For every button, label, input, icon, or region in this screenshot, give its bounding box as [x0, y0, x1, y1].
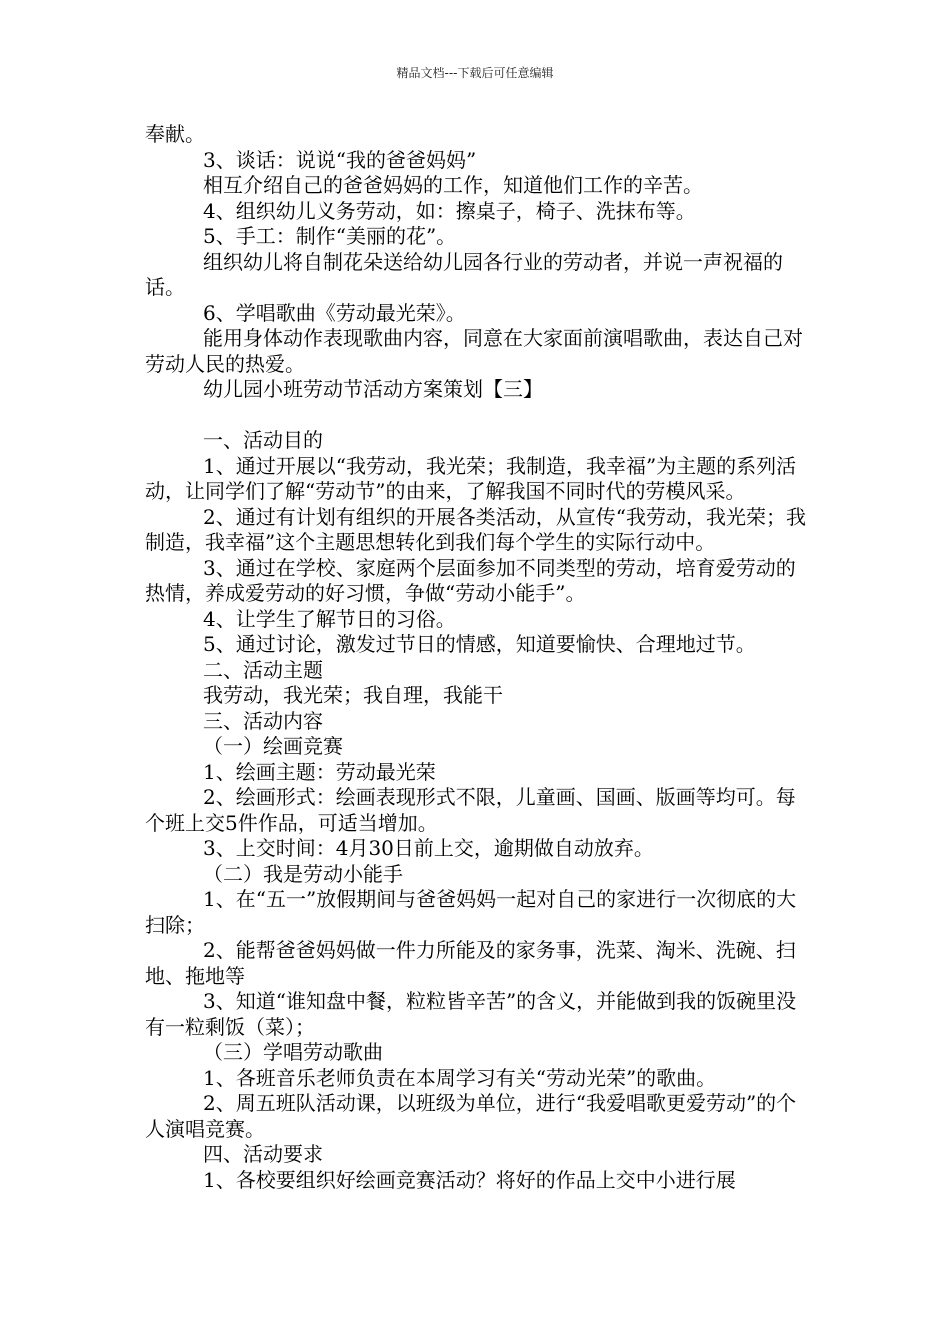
paragraph: 4、组织幼儿义务劳动，如：擦桌子，椅子、洗抹布等。 — [203, 198, 696, 223]
heading: 一、活动目的 — [203, 428, 323, 452]
heading: 二、活动主题 — [203, 657, 323, 682]
subheading: （一）绘画竞赛 — [203, 734, 343, 758]
paragraph: 3、知道“谁知盘中餐，粒粒皆辛苦”的含义，并能做到我的饭碗里没有一粒剩饭（菜）； — [145, 989, 797, 1039]
paragraph: 5、手工：制作“美丽的花”。 — [203, 224, 457, 248]
paragraph: 1、在“五一”放假期间与爸爸妈妈一起对自己的家进行一次彻底的大扫除； — [145, 887, 797, 937]
paragraph: 4、让学生了解节日的习俗。 — [203, 606, 456, 631]
paragraph: 1、通过开展以“我劳动，我光荣；我制造，我幸福”为主题的系列活动，让同学们了解“劳动节”的由来，了解我国不同时代的劳模风采。 — [145, 453, 797, 503]
paragraph: 1、各班音乐老师负责在本周学习有关“劳动光荣”的歌曲。 — [203, 1065, 717, 1090]
section-title: 幼儿园小班劳动节活动方案策划【三】 — [203, 377, 543, 401]
paragraph: 奉献。 — [145, 122, 205, 146]
paragraph: 6、学唱歌曲《劳动最光荣》。 — [203, 300, 466, 325]
paragraph: 组织幼儿将自制花朵送给幼儿园各行业的劳动者，并说一声祝福的话。 — [145, 249, 783, 299]
paragraph: 3、上交时间：4月30日前上交，逾期做自动放弃。 — [203, 836, 654, 860]
paragraph: 2、通过有计划有组织的开展各类活动，从宣传“我劳动，我光荣；我制造，我幸福”这个主题思想转化到我们每个学生的实际行动中。 — [145, 504, 806, 554]
paragraph: 1、绘画主题：劳动最光荣 — [203, 759, 436, 784]
paragraph: 2、绘画形式：绘画表现形式不限，儿童画、国画、版画等均可。每个班上交5件作品，可适当增加。 — [145, 785, 796, 835]
blank-line — [145, 403, 809, 429]
paragraph: 3、谈话：说说“我的爸爸妈妈” — [203, 147, 477, 172]
subheading: （二）我是劳动小能手 — [203, 861, 403, 886]
paragraph: 相互介绍自己的爸爸妈妈的工作，知道他们工作的辛苦。 — [203, 173, 703, 197]
paragraph: 1、各校要组织好绘画竞赛活动？将好的作品上交中小进行展 — [203, 1167, 736, 1192]
paragraph: 2、周五班队活动课，以班级为单位，进行“我爱唱歌更爱劳动”的个人演唱竞赛。 — [145, 1091, 797, 1141]
heading: 三、活动内容 — [203, 708, 323, 733]
document-body — [145, 122, 809, 1193]
heading: 四、活动要求 — [203, 1142, 323, 1166]
paragraph: 3、通过在学校、家庭两个层面参加不同类型的劳动，培育爱劳动的热情，养成爱劳动的好习惯，争做“劳动小能手”。 — [145, 555, 796, 605]
paragraph: 2、能帮爸爸妈妈做一件力所能及的家务事，洗菜、淘米、洗碗、扫地、拖地等 — [145, 938, 796, 988]
paragraph: 我劳动，我光荣；我自理，我能干 — [203, 683, 503, 707]
subheading: （三）学唱劳动歌曲 — [203, 1040, 383, 1064]
paragraph: 5、通过讨论，激发过节日的情感，知道要愉快、合理地过节。 — [203, 632, 756, 656]
page-header: 精品文档---下载后可任意编辑 — [396, 66, 554, 80]
paragraph: 能用身体动作表现歌曲内容，同意在大家面前演唱歌曲，表达自己对劳动人民的热爱。 — [145, 326, 803, 376]
